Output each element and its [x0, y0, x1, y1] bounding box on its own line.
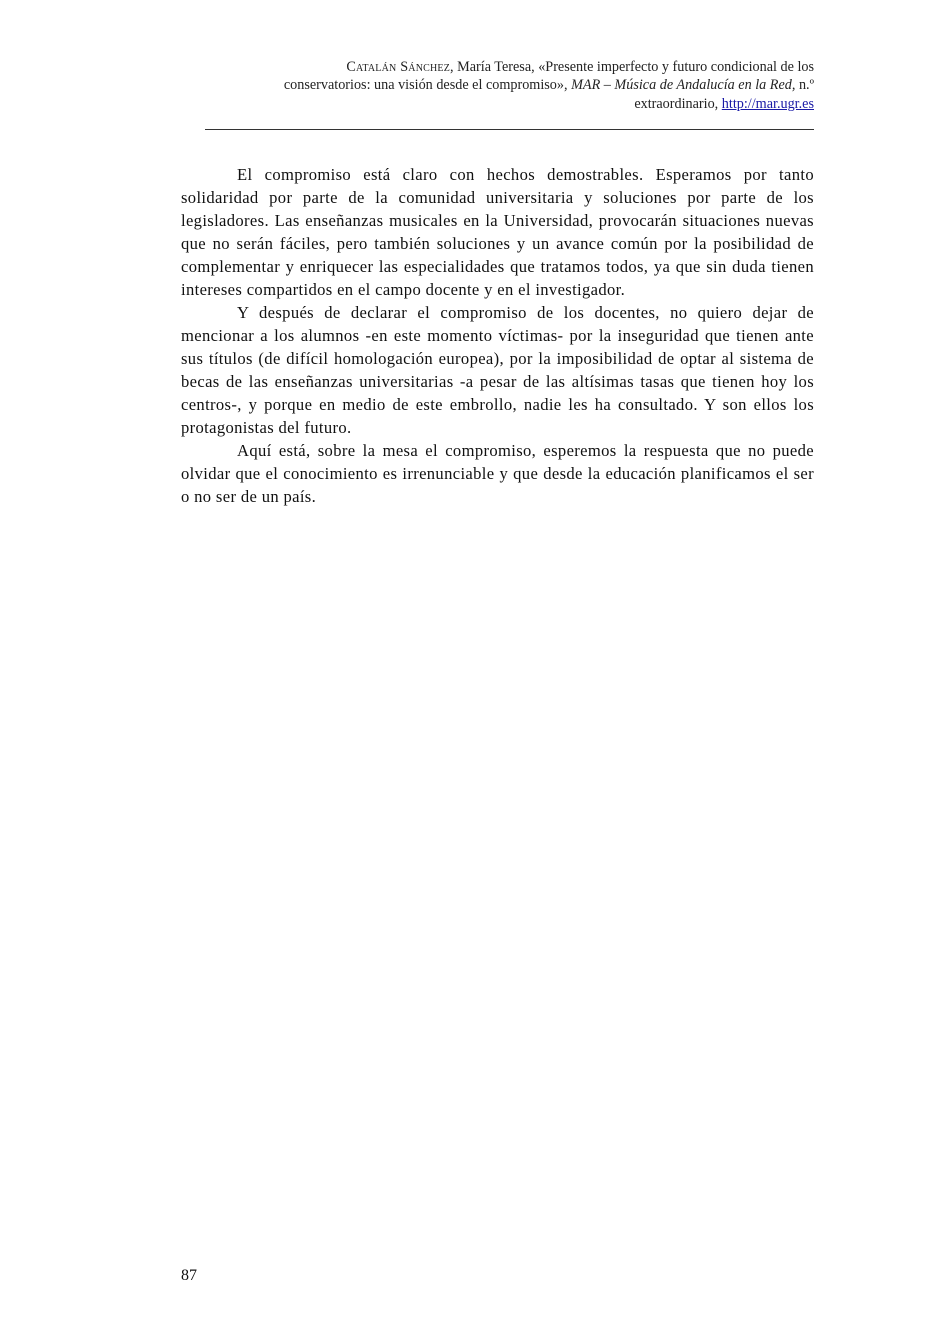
paragraph: El compromiso está claro con hechos demostrables. Esperamos por tanto solidaridad por parte de la comunidad universitaria y soluciones por parte de los legisladores. Las enseñanzas musicales en la Universidad, provocarán situaciones nuevas que no serán fáciles, pero también soluciones y un avance común por la posibilidad de complementar y enriquecer las especialidades que tratamos todos, ya que sin duda tienen intereses compartidos en el campo docente y en el investigador. [181, 165, 814, 299]
header-divider [205, 129, 814, 130]
journal-url-link[interactable]: http://mar.ugr.es [721, 95, 814, 112]
header-line-1 [205, 58, 814, 76]
header-line-3 [205, 95, 814, 113]
paragraph: Aquí está, sobre la mesa el compromiso, esperemos la respuesta que no puede olvidar que el conocimiento es irrenunciable y que desde la educación planificamos el ser o no ser de un país. [181, 441, 814, 506]
issue-label: n.º [795, 77, 814, 94]
author-surname: Catalán Sánchez [346, 59, 451, 75]
author-rest: , María Teresa, «Presente imperfecto y futuro condicional de los [450, 59, 814, 75]
header-line-2 [205, 76, 814, 94]
journal-name: MAR – Música de Andalucía en la Red, [571, 77, 796, 94]
article-body [181, 163, 814, 508]
issue-type: extraordinario, [634, 95, 719, 112]
page-number: 87 [181, 1267, 197, 1284]
article-title-continuation: conservatorios: una visión desde el compromiso», [283, 77, 568, 94]
running-header [205, 58, 814, 113]
paragraph: Y después de declarar el compromiso de los docentes, no quiero dejar de mencionar a los alumnos -en este momento víctimas- por la inseguridad que tienen ante sus títulos (de difícil homologación europea), por la imposibilidad de optar al sistema de becas de las enseñanzas universitarias -a pesar de las altísimas tasas que tienen hoy los centros-, y porque en medio de este embrollo, nadie les ha consultado. Y son ellos los protagonistas del futuro. [181, 303, 814, 437]
